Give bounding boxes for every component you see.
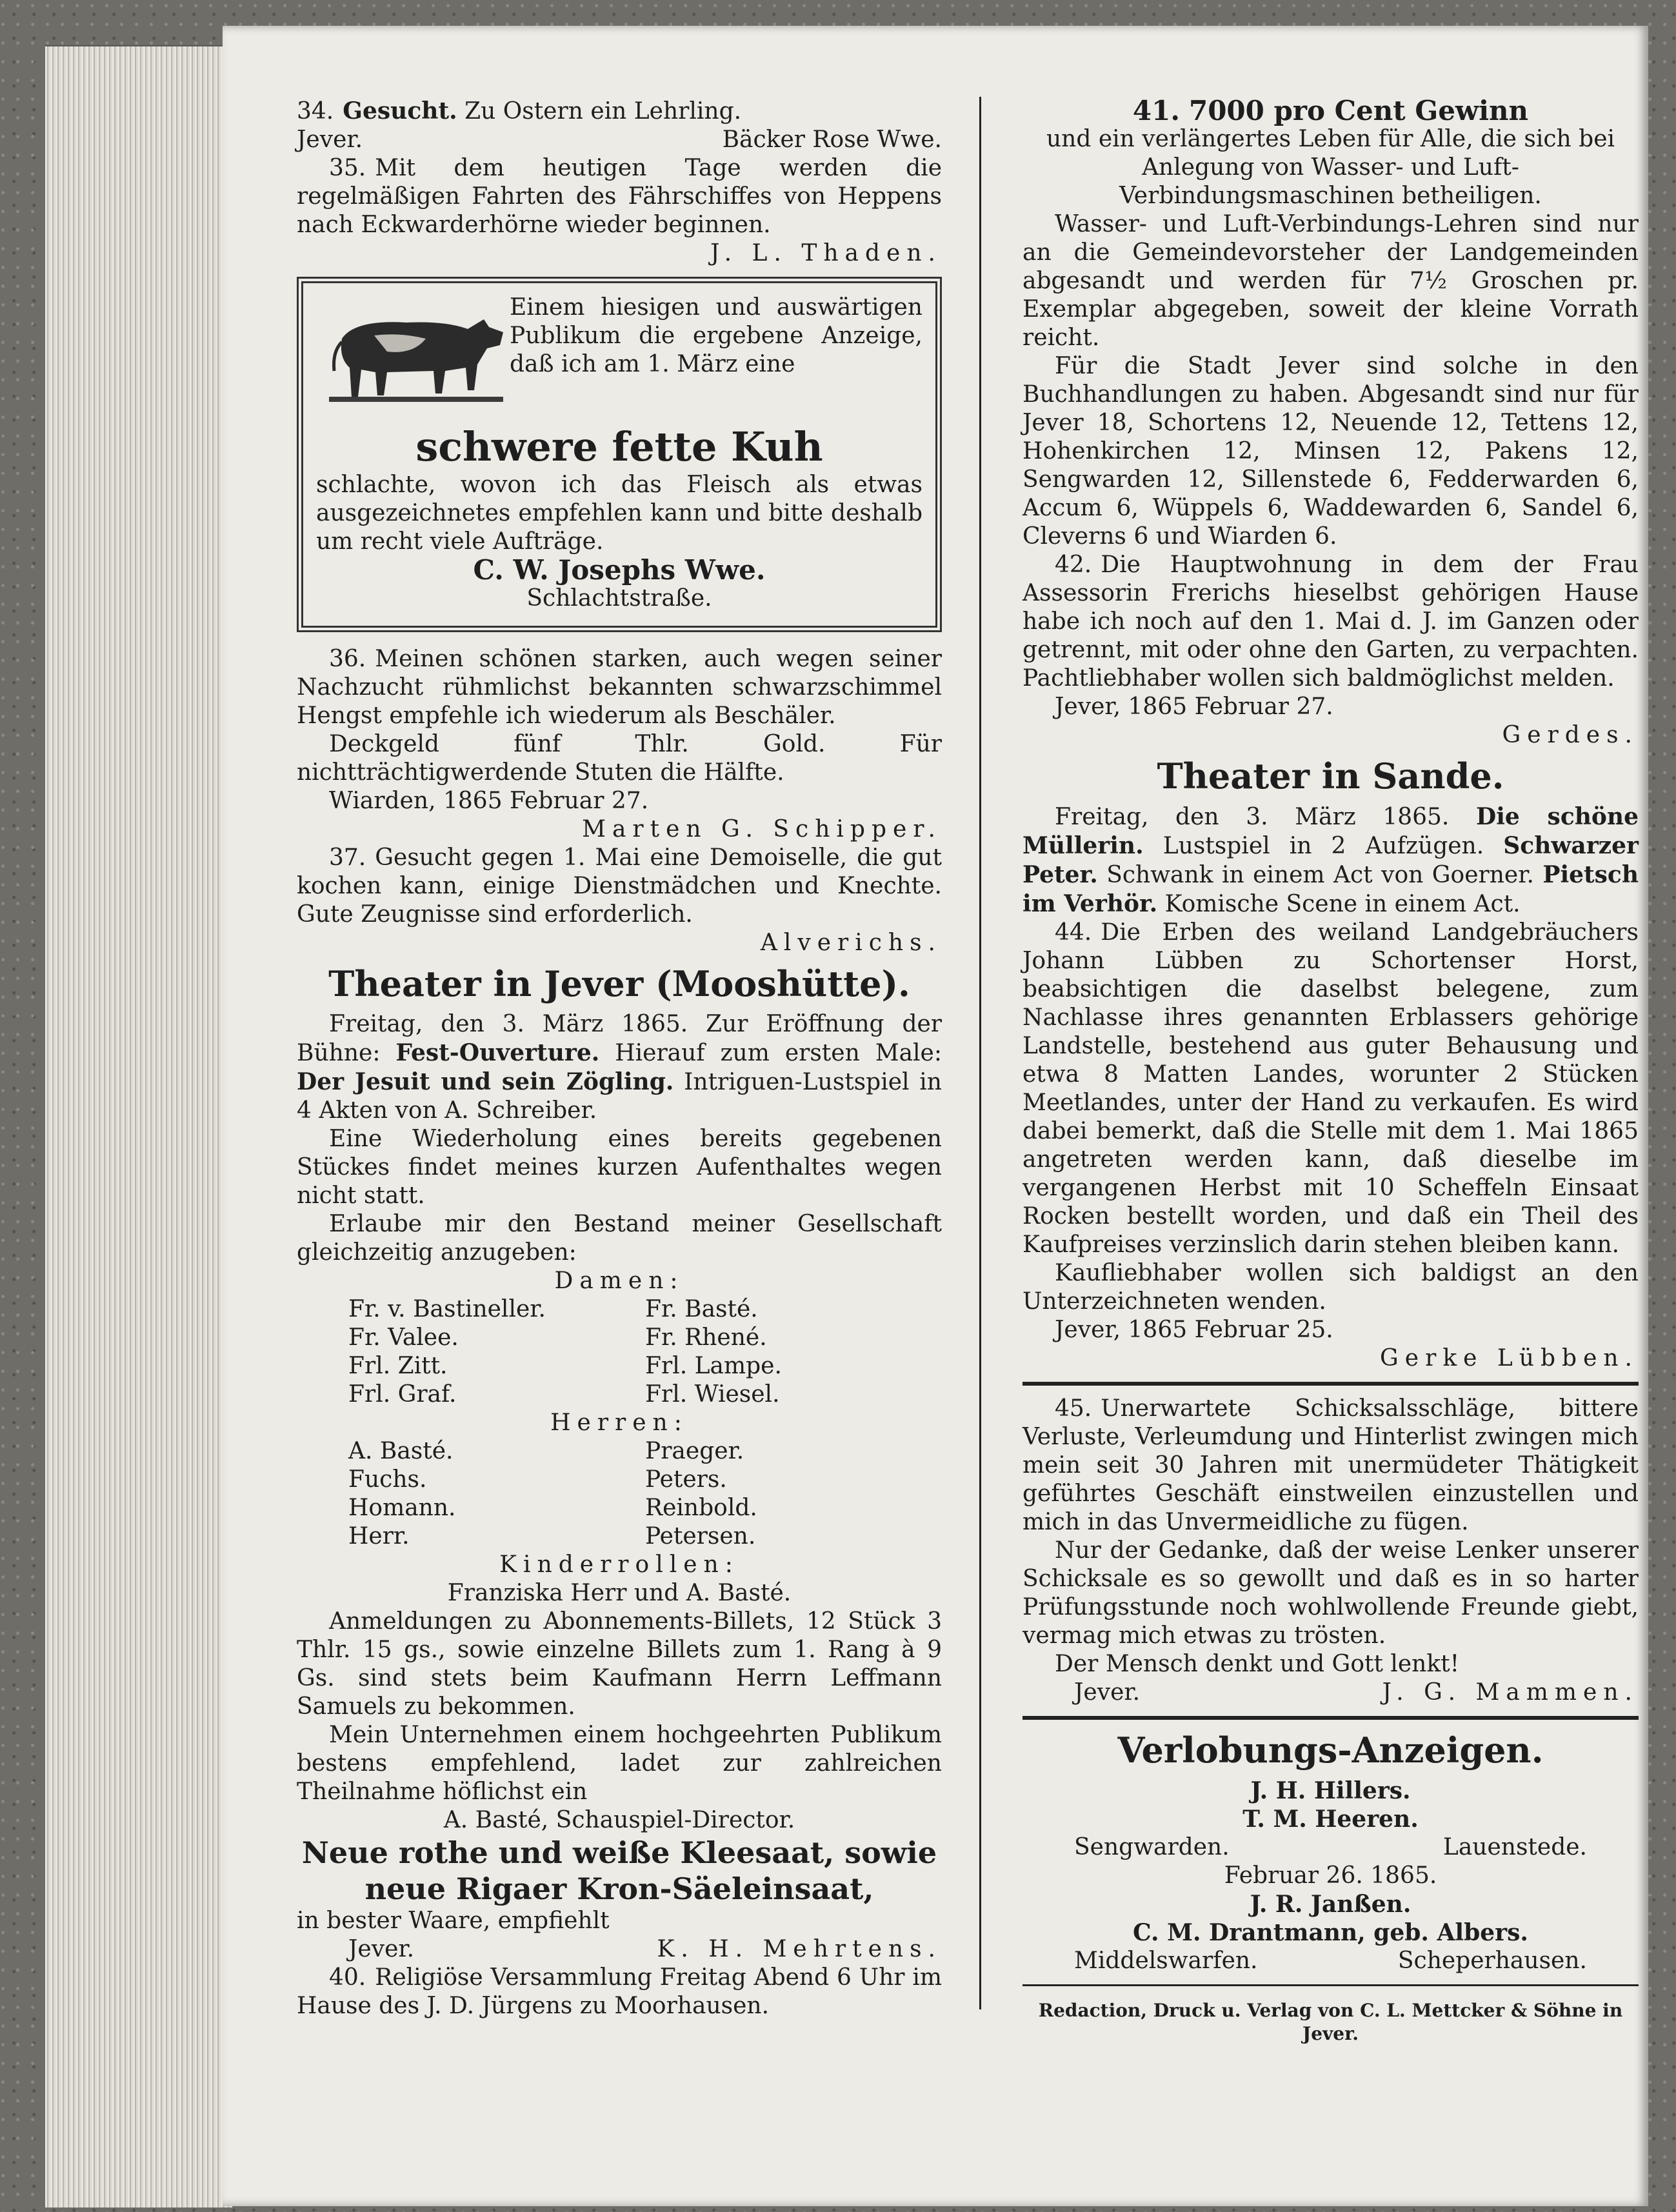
theater-note: Eine Wiederholung eines bereits gegebenen Stückes findet meines kurzen Aufenthaltes wegen nicht statt.: [297, 1126, 942, 1209]
verlobung-place: Middelswarfen.: [1074, 1948, 1258, 1974]
divider-rule: [1023, 1716, 1639, 1720]
divider-rule: [1023, 1984, 1639, 1986]
kleesaat-ad: [297, 1835, 942, 1964]
ad-text: Mit dem heutigen Tage werden die regelmäßigen Fahrten des Fährschiffes von Heppens nach Eckwarderhörne wieder beginnen.: [297, 155, 942, 238]
ad-text-2: Deckgeld fünf Thlr. Gold. Für nichtträchtigwerdende Stuten die Hälfte.: [297, 731, 942, 786]
ad-34: [297, 97, 942, 154]
ad-signature: Gerke Lübben.: [1380, 1345, 1639, 1371]
ad-place: Jever.: [348, 1936, 415, 1962]
ad-number: 41.: [1132, 95, 1180, 126]
theater-sande: [1023, 755, 1639, 919]
ad-signature: J. L. Thaden.: [710, 240, 942, 266]
cast-member: Frl. Graf.: [348, 1381, 457, 1408]
cow-advertisement: [297, 277, 942, 632]
ad-number: 40.: [329, 1964, 366, 1991]
ad-37: [297, 844, 942, 957]
cast-member: A. Basté.: [348, 1438, 454, 1464]
cast-member: Peters.: [645, 1466, 727, 1493]
ad-title: Gesucht.: [343, 97, 457, 125]
ad-text-2: Nur der Gedanke, daß der weise Lenker unserer Schicksale es so gewollt und daß es in so harter Prüfungsstunde noch wohlwollende Freunde giebt, vermag mich etwas zu trösten.: [1023, 1537, 1639, 1649]
verlobung-name: C. M. Drantmann, geb. Albers.: [1133, 1919, 1528, 1946]
verlobung-date: Februar 26. 1865.: [1224, 1862, 1437, 1889]
cast-member: Reinbold.: [645, 1495, 757, 1521]
cast-damen: [297, 1295, 942, 1409]
cast-member: Herr.: [348, 1523, 410, 1549]
ad-place: Jever.: [1074, 1679, 1141, 1706]
cow-ad-headline: schwere fette Kuh: [415, 423, 823, 470]
ad-place: Jever.: [297, 126, 363, 153]
cast-kinder-label: Kinderrollen:: [499, 1551, 739, 1578]
ad-place: Jever, 1865 Februar 27.: [1055, 693, 1333, 720]
ad-signature: K. H. Mehrtens.: [657, 1936, 942, 1962]
sande-genre-2: Schwank in einem Act von Goerner.: [1106, 862, 1534, 888]
sande-genre-3: Komische Scene in einem Act.: [1164, 891, 1521, 917]
theater-text: Hierauf zum ersten Male:: [615, 1040, 942, 1066]
ad-text: Die Erben des weiland Landgebräuchers Johann Lübben zu Schortenser Horst, beabsichtigen die daselbst belegene, zum Nachlasse ihres genannten Erblassers gehörige Landstelle, bestehend aus guter Behausung und etwa 8 Matten Landes, worunter 2 Stücken Meetlandes, unter der Hand zu verkaufen. Es wird dabei bemerkt, daß die Stelle mit dem 1. Mai 1865 angetreten werden kann, daß dieselbe im vergangenen Herbst mit 10 Scheffeln Einsaat Rocken bestellt worden, und daß ein Theil des Kaufpreises verzinslich darin stehen bleiben kann.: [1023, 919, 1639, 1258]
sande-genre-1: Lustspiel in 2 Aufzügen.: [1162, 833, 1484, 859]
theater-invitation: Mein Unternehmen einem hochgeehrten Publikum bestens empfehlend, ladet zur zahlreichen Theilnahme höflichst ein: [297, 1722, 942, 1805]
cast-member: Fr. Rhené.: [645, 1324, 767, 1351]
sande-play-1: Die schöne Müllerin.: [1023, 803, 1639, 859]
ad-title: 7000 pro Cent Gewinn: [1188, 95, 1529, 126]
cast-member: Homann.: [348, 1495, 456, 1521]
ad-signature: Marten G. Schipper.: [582, 816, 942, 842]
ad-41: [1023, 97, 1639, 551]
cow-ad-intro: Einem hiesigen und auswärtigen Publikum die ergebene Anzeige, daß ich am 1. März eine: [510, 294, 923, 377]
right-column: [1023, 97, 1639, 2046]
ad-text: Unerwartete Schicksalsschläge, bittere Verluste, Verleumdung und Hinterlist zwingen mich mein seit 30 Jahren mit unermüdeter Thätigkeit geführtes Geschäft einstweilen einzustellen und mich in das Unvermeidliche zu fügen.: [1023, 1395, 1639, 1535]
cow-ad-text: schlachte, wovon ich das Fleisch als etwas ausgezeichnetes empfehlen kann und bitte deshalb um recht viele Aufträge.: [316, 472, 923, 555]
kleesaat-title: Neue rothe und weiße Kleesaat, sowie neue Rigaer Kron-Säeleinsaat,: [301, 1835, 937, 1906]
cast-member: Frl. Lampe.: [645, 1353, 782, 1379]
verlobung-name: J. H. Hillers.: [1250, 1777, 1411, 1804]
cast-member: Fr. v. Bastineller.: [348, 1296, 546, 1322]
ad-45: [1023, 1395, 1639, 1707]
ad-text: Gesucht gegen 1. Mai eine Demoiselle, die gut kochen kann, einige Dienstmädchen und Knechte. Gute Zeugnisse sind erforderlich.: [297, 844, 942, 928]
theater-date: Freitag, den 3. März 1865. Zur Eröffnung der Bühne:: [297, 1011, 942, 1066]
cast-member: Frl. Zitt.: [348, 1353, 448, 1379]
sande-title: Theater in Sande.: [1157, 755, 1504, 797]
cast-member: Fuchs.: [348, 1466, 427, 1493]
cow-ad-signature: C. W. Josephs Wwe.: [473, 554, 766, 586]
cast-damen-label: Damen:: [554, 1268, 684, 1294]
ad-40: [297, 1964, 942, 2020]
imprint-footer: Redaction, Druck u. Verlag von C. L. Mettcker & Söhne in Jever.: [1038, 2000, 1623, 2044]
ad-text: Religiöse Versammlung Freitag Abend 6 Uhr im Hause des J. D. Jürgens zu Moorhausen.: [297, 1964, 942, 2019]
ad-text: Zu Ostern ein Lehrling.: [464, 98, 742, 125]
ad-text: Die Hauptwohnung in dem der Frau Assessorin Frerichs hieselbst gehörigen Hause habe ich noch auf den 1. Mai d. J. im Ganzen oder getrennt, mit oder ohne den Garten, zu verpachten. Pachtliebhaber wollen sich baldmöglichst melden.: [1023, 552, 1639, 692]
column-divider: [979, 97, 981, 2009]
cast-member: Fr. Basté.: [645, 1296, 758, 1322]
cast-member: Praeger.: [645, 1438, 744, 1464]
cast-herren-label: Herren:: [550, 1410, 688, 1436]
theater-play: Der Jesuit und sein Zögling.: [297, 1068, 674, 1095]
theater-signature: A. Basté, Schauspiel-Director.: [443, 1807, 795, 1833]
kleesaat-text: in bester Waare, empfiehlt: [297, 1908, 610, 1934]
verlobung-title: Verlobungs-Anzeigen.: [1117, 1729, 1544, 1771]
verlobung-place: Lauenstede.: [1442, 1834, 1587, 1860]
ad-text: Meinen schönen starken, auch wegen seiner Nachzucht rühmlichst bekannten schwarzschimmel Hengst empfehle ich wiederum als Beschäler.: [297, 646, 942, 729]
verlobung-place: Sengwarden.: [1074, 1834, 1230, 1860]
ad-number: 45.: [1055, 1395, 1092, 1422]
verlobungs-anzeigen: [1023, 1729, 1639, 1975]
cast-herren: [297, 1437, 942, 1551]
cast-member: Fr. Valee.: [348, 1324, 459, 1351]
ad-35: [297, 154, 942, 268]
ad-number: 37.: [329, 844, 366, 871]
divider-rule: [1023, 1382, 1639, 1386]
ad-signature: Gerdes.: [1502, 722, 1639, 748]
cast-kinder: Franziska Herr und A. Basté.: [447, 1580, 792, 1606]
verlobung-place: Scheperhausen.: [1397, 1948, 1587, 1974]
theater-genre: Intriguen-Lustspiel in 4 Akten von A. Schreiber.: [297, 1069, 942, 1124]
theater-jever: [297, 962, 942, 1835]
cast-member: Frl. Wiesel.: [645, 1381, 780, 1408]
ad-text-2: Kaufliebhaber wollen sich baldigst an den Unterzeichneten wenden.: [1023, 1260, 1639, 1315]
cast-member: Petersen.: [645, 1523, 756, 1549]
ad-number: 34.: [297, 98, 334, 125]
ad-text: und ein verlängertes Leben für Alle, die sich bei Anlegung von Wasser- und Luft-Verbindungsmaschinen betheiligen.: [1046, 126, 1615, 209]
ad-number: 36.: [329, 646, 366, 672]
ad-text-3: Der Mensch denkt und Gott lenkt!: [1055, 1651, 1460, 1677]
ad-36: [297, 645, 942, 844]
ad-42: [1023, 551, 1639, 750]
ad-place: Wiarden, 1865 Februar 27.: [329, 788, 649, 814]
ad-44: [1023, 919, 1639, 1373]
sande-play-2: Schwarzer Peter.: [1023, 832, 1639, 888]
theater-tickets: Anmeldungen zu Abonnements-Billets, 12 Stück 3 Thlr. 15 gs., sowie einzelne Billets zum 1. Rang à 9 Gs. sind stets beim Kaufmann Herrn Leffmann Samuels zu bekommen.: [297, 1608, 942, 1720]
ad-text-3: Für die Stadt Jever sind solche in den Buchhandlungen zu haben. Abgesandt sind nur für Jever 18, Schortens 12, Neuende 12, Tettens 12, Hohenkirchen 12, Minsen 12, Pakens 12, Sengwarden 12, Sillenstede 6, Fedderwarden 6, Accum 6, Wüppels 6, Waddewarden 6, Sandel 6, Cleverns 6 und Wiarden 6.: [1023, 353, 1639, 550]
cow-illustration: [316, 294, 510, 423]
ad-text-2: Wasser- und Luft-Verbindungs-Lehren sind nur an die Gemeindevorsteher der Landgemeinden abgesandt und werden für 7½ Groschen pr. Exemplar abgegeben, soweit der kleine Vorrath reicht.: [1023, 211, 1639, 351]
ad-signature: J. G. Mammen.: [1382, 1679, 1639, 1706]
ad-place: Jever, 1865 Februar 25.: [1055, 1317, 1333, 1343]
theater-company-intro: Erlaube mir den Bestand meiner Gesellschaft gleichzeitig anzugeben:: [297, 1211, 942, 1266]
verlobung-name: T. M. Heeren.: [1242, 1806, 1419, 1833]
cow-ad-street: Schlachtstraße.: [526, 585, 712, 612]
ad-number: 44.: [1055, 919, 1092, 946]
sande-date: Freitag, den 3. März 1865.: [1055, 804, 1450, 830]
sande-play-3: Pietsch im Verhör.: [1023, 861, 1639, 917]
verlobung-name: J. R. Janßen.: [1250, 1891, 1412, 1918]
ad-number: 35.: [329, 155, 366, 181]
ad-signature: Alverichs.: [760, 930, 942, 956]
ad-signature: Bäcker Rose Wwe.: [722, 126, 942, 153]
ad-number: 42.: [1055, 552, 1092, 578]
theater-title: Theater in Jever (Mooshütte).: [328, 963, 910, 1004]
page-edges: [45, 45, 232, 2207]
theater-overture: Fest-Ouverture.: [395, 1039, 600, 1066]
left-column: [297, 97, 942, 2020]
